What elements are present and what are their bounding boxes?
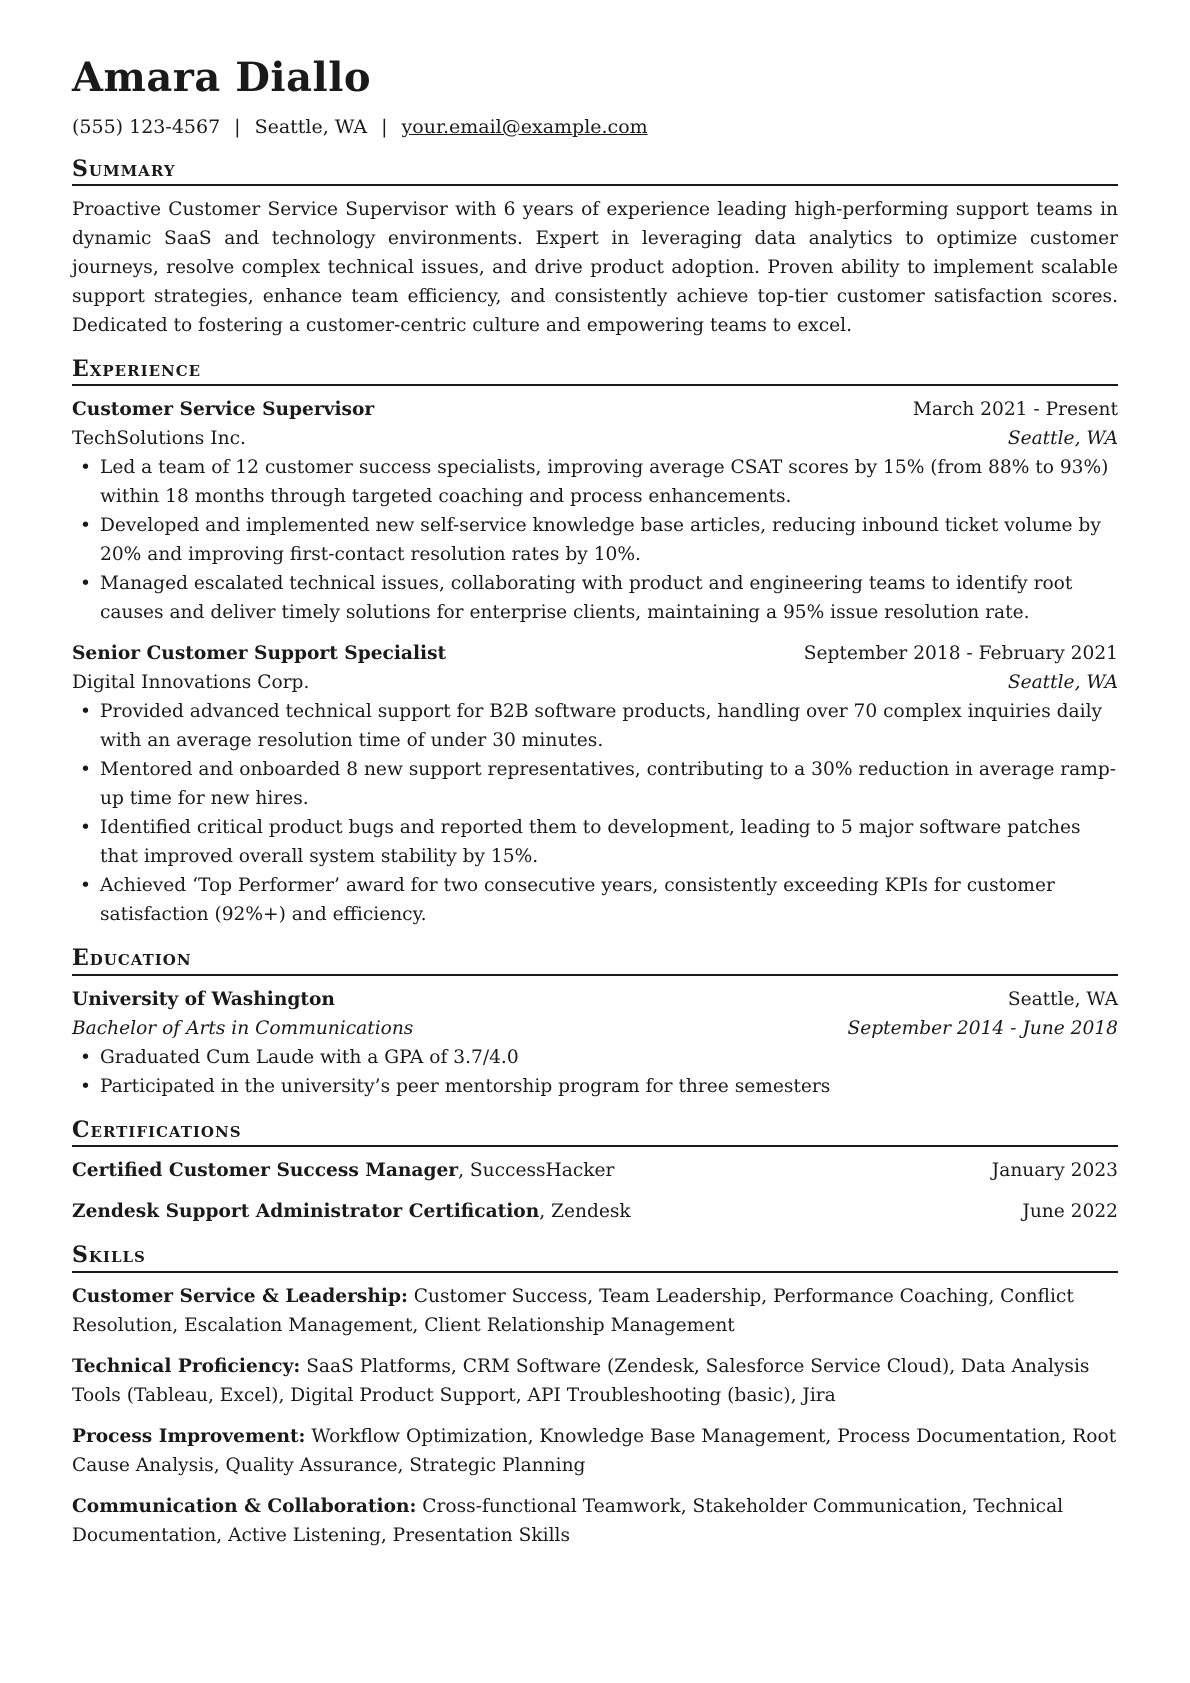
skill-group-label: Technical Proficiency: bbox=[72, 1355, 301, 1377]
job-bullet: • Provided advanced technical support for B2B software products, handling over 70 complex inquiries daily with an average resolution time of under 30 minutes. bbox=[72, 697, 1118, 755]
education-section bbox=[72, 945, 1118, 1100]
education-bullet: • Graduated Cum Laude with a GPA of 3.7/4.0 bbox=[72, 1043, 1118, 1072]
section-title-summary: Summary bbox=[72, 156, 1118, 186]
job-bullet: • Led a team of 12 customer success specialists, improving average CSAT scores by 15% (from 88% to 93%) within 18 months through targeted coaching and process enhancements. bbox=[72, 453, 1118, 511]
certification-item bbox=[72, 1156, 1118, 1185]
skill-group-label: Customer Service & Leadership: bbox=[72, 1285, 408, 1307]
skill-group-text: Workflow Optimization, Knowledge Base Management, Process Documentation, Root Cause Analysis, Quality Assurance, Strategic Planning bbox=[72, 1425, 1117, 1476]
contact-separator: | bbox=[234, 116, 241, 138]
contact-separator: | bbox=[381, 116, 388, 138]
skill-group-text: Cross-functional Teamwork, Stakeholder Communication, Technical Documentation, Active Listening, Presentation Skills bbox=[72, 1495, 1064, 1546]
certification-issuer: , SuccessHacker bbox=[458, 1160, 615, 1182]
skills-section bbox=[72, 1242, 1118, 1549]
skill-group bbox=[72, 1422, 1118, 1480]
job-location: Seattle, WA bbox=[1007, 428, 1118, 450]
skill-group bbox=[72, 1282, 1118, 1340]
job-dates: September 2018 - February 2021 bbox=[803, 643, 1118, 665]
section-title-experience: Experience bbox=[72, 356, 1118, 386]
certification-date: January 2023 bbox=[991, 1160, 1118, 1182]
certification-issuer: , Zendesk bbox=[539, 1201, 631, 1223]
experience-section bbox=[72, 356, 1118, 929]
job-bullet: • Mentored and onboarded 8 new support representatives, contributing to a 30% reduction in average ramp-up time for new hires. bbox=[72, 755, 1118, 813]
certification-item bbox=[72, 1197, 1118, 1226]
job-role: Senior Customer Support Specialist bbox=[72, 643, 447, 665]
job-entry bbox=[72, 395, 1118, 627]
job-location: Seattle, WA bbox=[1007, 672, 1118, 694]
skill-group bbox=[72, 1352, 1118, 1410]
job-bullet: • Developed and implemented new self-service knowledge base articles, reducing inbound ticket volume by 20% and improving first-contact resolution rates by 10%. bbox=[72, 511, 1118, 569]
location: Seattle, WA bbox=[254, 116, 368, 138]
skill-group-text: SaaS Platforms, CRM Software (Zendesk, Salesforce Service Cloud), Data Analysis Tools (Tableau, Excel), Digital Product Support, API Troubleshooting (basic), Jira bbox=[72, 1355, 1090, 1406]
job-bullet: • Identified critical product bugs and reported them to development, leading to 5 major software patches that improved overall system stability by 15%. bbox=[72, 813, 1118, 871]
job-bullet: • Managed escalated technical issues, collaborating with product and engineering teams to identify root causes and deliver timely solutions for enterprise clients, maintaining a 95% issue resolution rate. bbox=[72, 569, 1118, 627]
job-dates: March 2021 - Present bbox=[912, 399, 1118, 421]
certification-date: June 2022 bbox=[1022, 1201, 1118, 1223]
certifications-section bbox=[72, 1117, 1118, 1226]
certification-name: Zendesk Support Administrator Certification bbox=[72, 1201, 540, 1223]
job-role: Customer Service Supervisor bbox=[72, 399, 375, 421]
candidate-name: Amara Diallo bbox=[72, 54, 372, 101]
certification-name: Certified Customer Success Manager bbox=[72, 1160, 459, 1182]
school-location: Seattle, WA bbox=[1007, 988, 1118, 1010]
phone-number: (555) 123-4567 bbox=[72, 116, 221, 138]
skill-group-label: Communication & Collaboration: bbox=[72, 1495, 417, 1517]
skill-group bbox=[72, 1492, 1118, 1550]
job-company: TechSolutions Inc. bbox=[72, 428, 246, 450]
job-bullet: • Achieved ‘Top Performer’ award for two consecutive years, consistently exceeding KPIs for customer satisfaction (92%+) and efficiency. bbox=[72, 871, 1118, 929]
contact-line bbox=[72, 115, 1118, 140]
school-name: University of Washington bbox=[72, 988, 335, 1010]
summary-section bbox=[72, 156, 1118, 340]
email-link[interactable]: your.email@example.com bbox=[401, 116, 648, 138]
section-title-education: Education bbox=[72, 945, 1118, 975]
summary-text: Proactive Customer Service Supervisor with 6 years of experience leading high-performing support teams in dynamic SaaS and technology environments. Expert in leveraging data analytics to optimize customer journeys, resolve complex technical issues, and drive product adoption. Proven ability to implement scalable support strategies, enhance team efficiency, and consistently achieve top-tier customer satisfaction scores. Dedicated to fostering a customer-centric culture and empowering teams to excel. bbox=[72, 199, 1118, 337]
job-entry bbox=[72, 639, 1118, 929]
degree: Bachelor of Arts in Communications bbox=[72, 1017, 414, 1039]
education-bullet: • Participated in the university’s peer mentorship program for three semesters bbox=[72, 1072, 1118, 1101]
section-title-skills: Skills bbox=[72, 1242, 1118, 1272]
skill-group-text: Customer Success, Team Leadership, Performance Coaching, Conflict Resolution, Escalation Management, Client Relationship Management bbox=[72, 1285, 1074, 1336]
job-company: Digital Innovations Corp. bbox=[72, 672, 310, 694]
skill-group-label: Process Improvement: bbox=[72, 1425, 306, 1447]
education-dates: September 2014 - June 2018 bbox=[847, 1017, 1118, 1039]
section-title-certifications: Certifications bbox=[72, 1117, 1118, 1147]
